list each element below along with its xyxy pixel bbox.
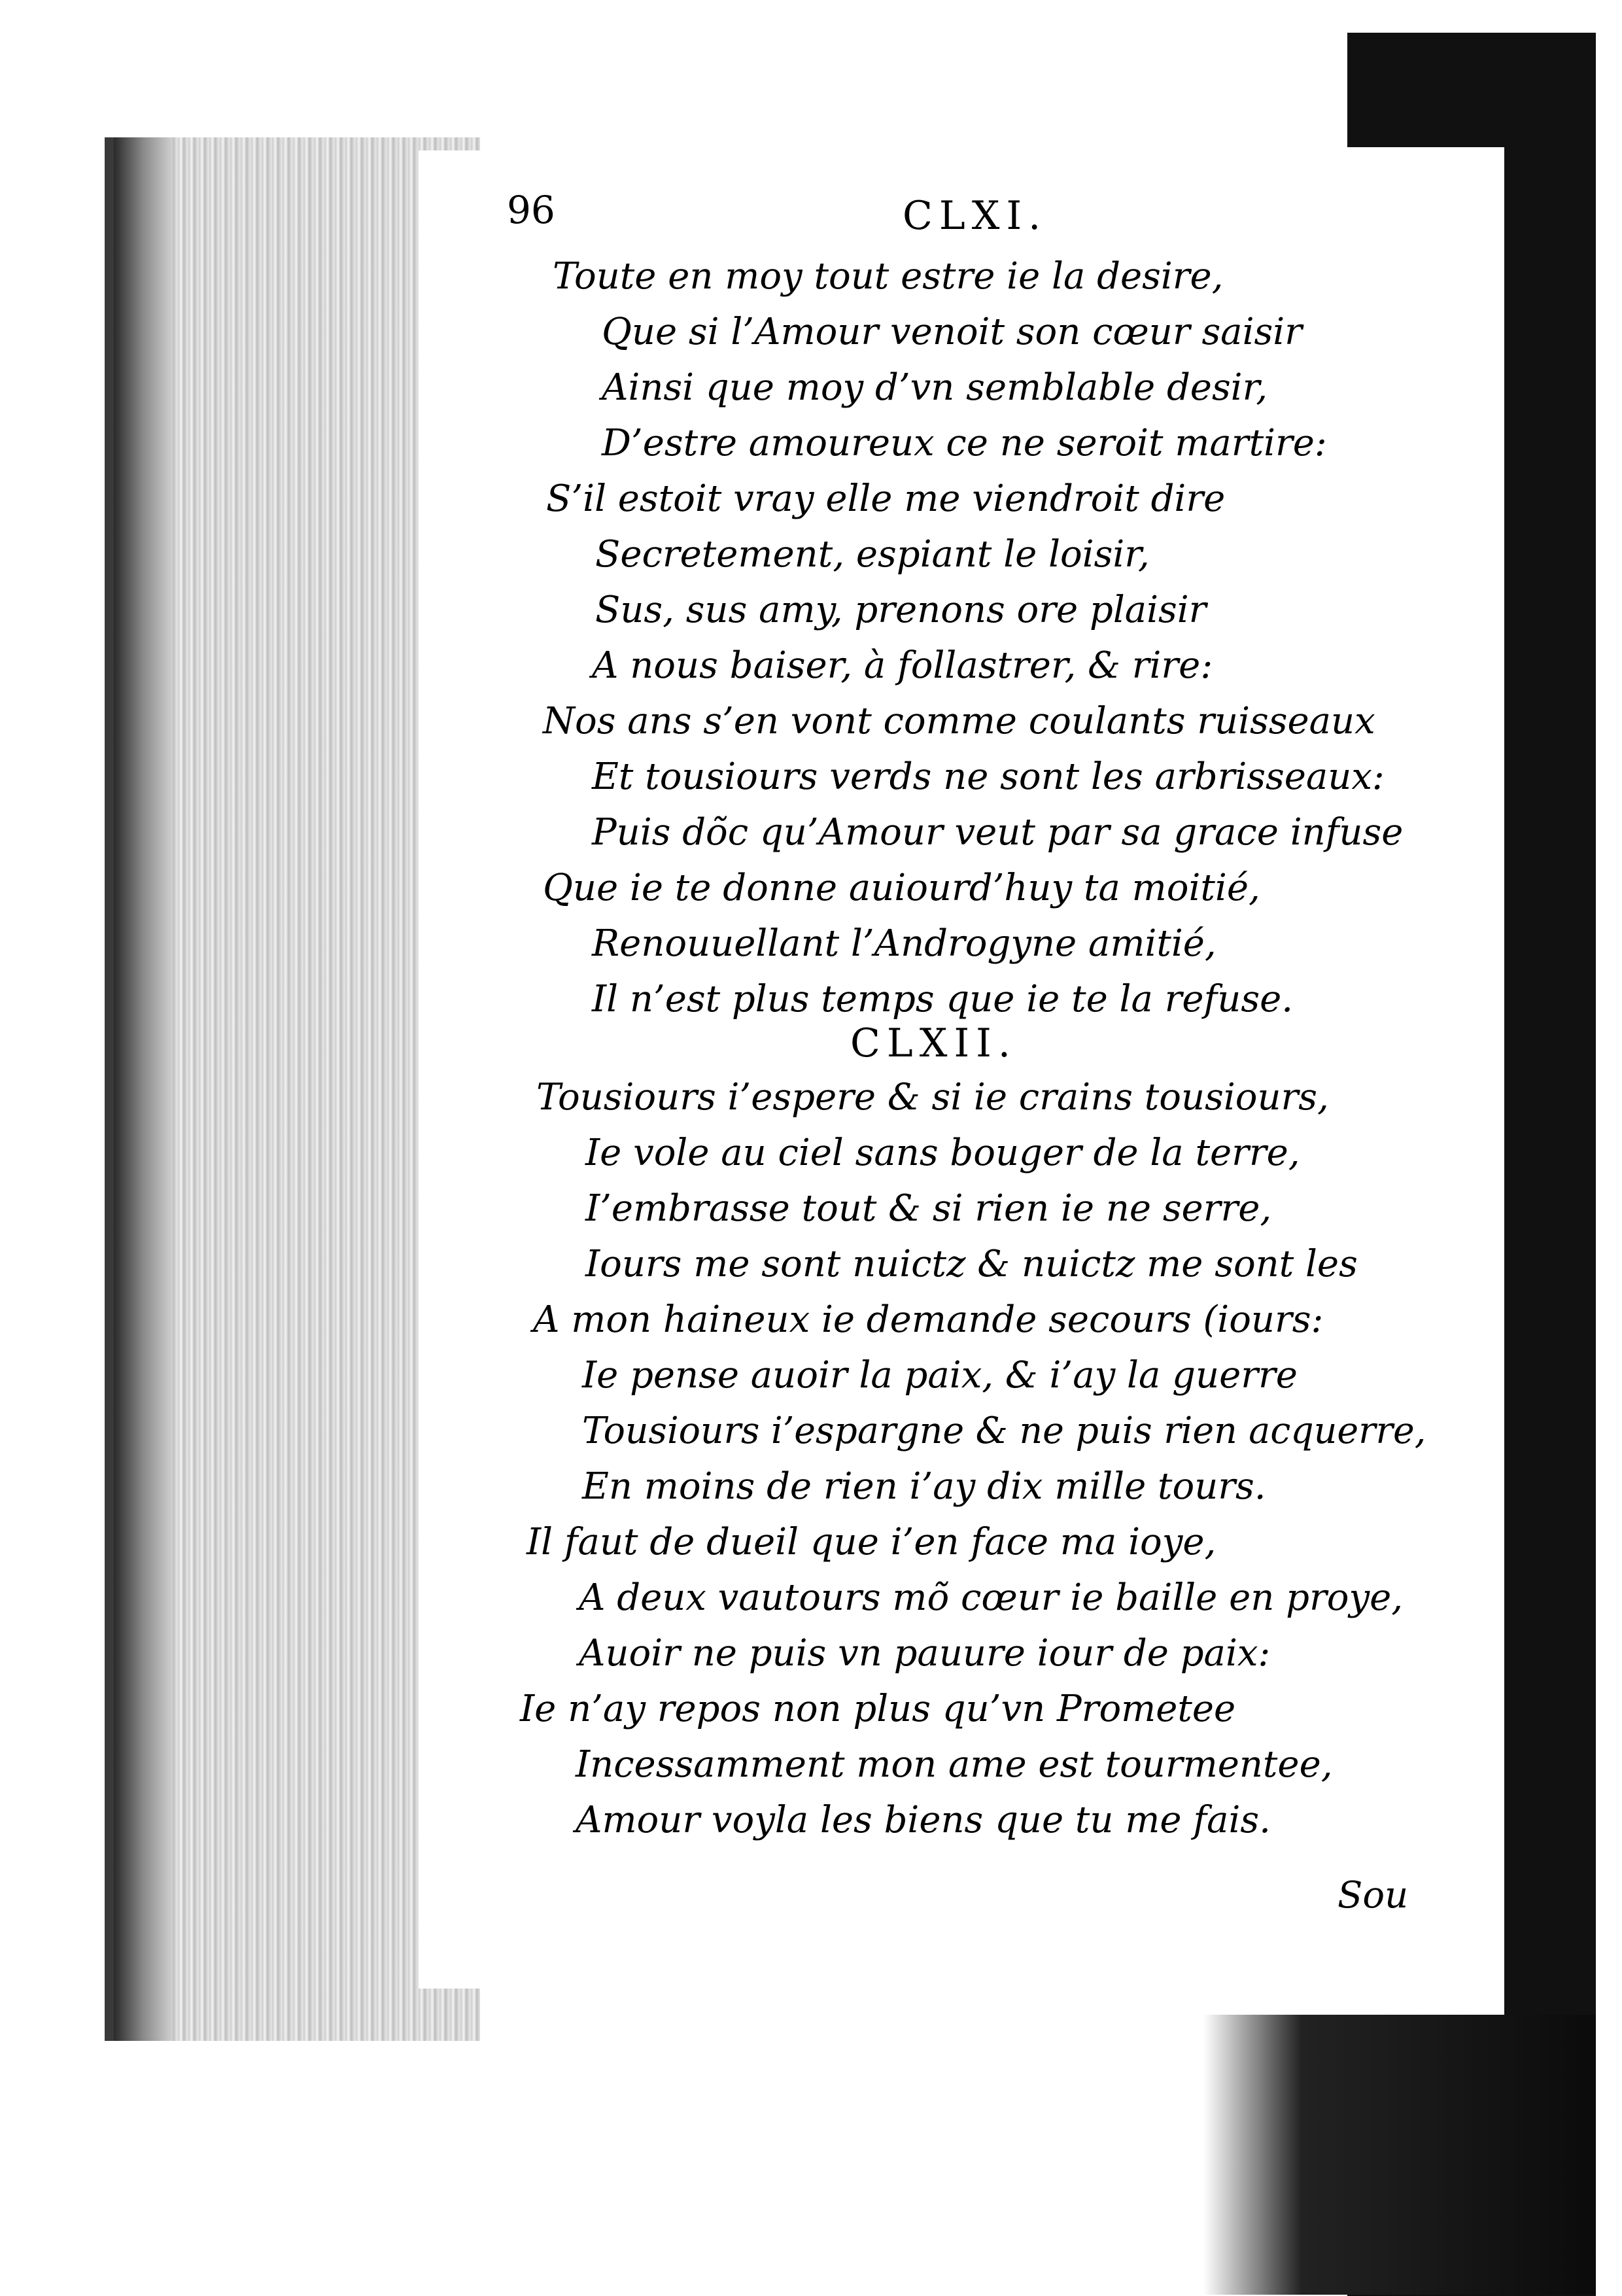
page-number: 96 <box>507 188 555 232</box>
poem-line: S’il estoit vray elle me viendroit dire <box>546 478 1226 520</box>
poem-line: En moins de rien i’ay dix mille tours. <box>582 1465 1266 1508</box>
poem-line: Que ie te donne auiourd’huy ta moitié, <box>543 867 1260 909</box>
poem-line: Iours me sont nuictz & nuictz me sont les <box>585 1243 1358 1285</box>
poem-line: D’estre amoureux ce ne seroit martire: <box>602 422 1327 464</box>
poem-line: A mon haineux ie demande secours (iours: <box>533 1298 1324 1341</box>
poem-line: Nos ans s’en vont comme coulants ruisseaux <box>543 700 1375 742</box>
poem-line: Et tousiours verds ne sont les arbrisseaux: <box>592 756 1385 798</box>
poem-line: Il n’est plus temps que ie te la refuse. <box>592 978 1294 1020</box>
poem-line: Auoir ne puis vn pauure iour de paix: <box>579 1632 1271 1675</box>
poem-line: I’embrasse tout & si rien ie ne serre, <box>585 1187 1272 1230</box>
poem-line: Ie n’ay repos non plus qu’vn Prometee <box>520 1688 1236 1730</box>
poem-line: Incessamment mon ame est tourmentee, <box>576 1743 1333 1786</box>
poem-line: Renouuellant l’Androgyne amitié, <box>592 922 1216 965</box>
poem-line: Amour voyla les biens que tu me fais. <box>576 1799 1271 1841</box>
poem-line: Toute en moy tout estre ie la desire, <box>553 255 1224 298</box>
poem-line: Il faut de dueil que i’en face ma ioye, <box>526 1521 1216 1563</box>
poem-line: A nous baiser, à follastrer, & rire: <box>592 644 1213 687</box>
poem-line: Secretement, espiant le loisir, <box>595 533 1150 576</box>
poem-line: Sus, sus amy, prenons ore plaisir <box>595 589 1207 631</box>
poem-heading-clxi: CLXI. <box>903 193 1048 239</box>
poem-line: Que si l’Amour venoit son cœur saisir <box>602 311 1302 353</box>
catchword: Sou <box>1337 1874 1409 1917</box>
poem-line: A deux vautours mõ cœur ie baille en proye, <box>579 1576 1404 1619</box>
poem-heading-clxii: CLXII. <box>850 1020 1017 1066</box>
poem-line: Ie pense auoir la paix, & i’ay la guerre <box>582 1354 1298 1397</box>
poem-line: Tousiours i’espargne & ne puis rien acquerre, <box>582 1410 1426 1452</box>
poem-line: Ainsi que moy d’vn semblable desir, <box>602 366 1268 409</box>
poem-line: Tousiours i’espere & si ie crains tousiours, <box>536 1076 1329 1119</box>
poem-line: Ie vole au ciel sans bouger de la terre, <box>585 1132 1300 1174</box>
poem-line: Puis dõc qu’Amour veut par sa grace infuse <box>592 811 1404 854</box>
